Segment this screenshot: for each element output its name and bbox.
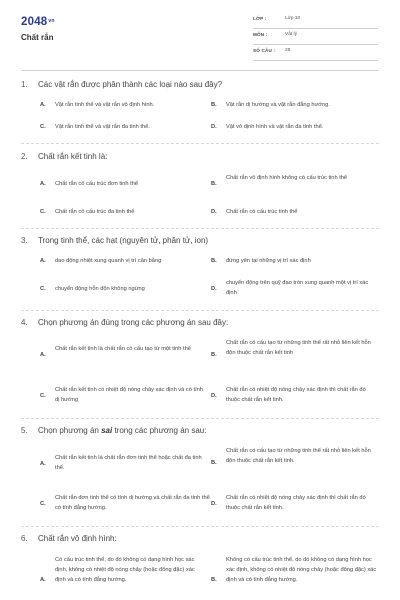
question-number: 4. — [21, 318, 28, 327]
question-text: Chọn phương án đúng trong các phương án sau đây: — [38, 318, 229, 327]
meta-count — [253, 45, 378, 61]
option-text: Chất rắn có nhiệt độ nóng chảy xác định thì chất rắn đó thuộc chất rắn kết tinh. — [226, 495, 366, 511]
question-4-title — [21, 318, 228, 327]
question-text: trong các phương án sau: — [112, 426, 207, 435]
question-separator — [21, 310, 379, 311]
option-letter: D. — [211, 501, 217, 507]
site-logo[interactable] — [21, 16, 55, 28]
option-text: Vật rắn tinh thể và vật rắn vô định hình. — [55, 102, 155, 108]
question-5-title — [21, 426, 206, 435]
header-divider — [21, 70, 379, 71]
meta-grade — [253, 13, 378, 29]
question-number: 5. — [21, 426, 28, 435]
option-text: dao động nhiệt xung quanh vị trí cân bằng — [55, 258, 162, 264]
question-text: Chất rắn kết tinh là: — [38, 152, 108, 161]
option-letter: A. — [40, 461, 46, 467]
option-letter: B. — [211, 181, 217, 187]
meta-grade-value: Lớp 10 — [285, 16, 301, 21]
option-letter: C. — [40, 501, 46, 507]
option-text: Chất rắn vô định hình không có cấu trúc tinh thể — [226, 175, 348, 181]
question-separator — [21, 228, 379, 229]
meta-count-value: 28 — [285, 48, 291, 53]
option-letter: B. — [211, 102, 217, 108]
option-letter: A. — [40, 181, 46, 187]
option-text: Chất rắn kết tinh là chất rắn đơn tinh thể hoặc chất đa tinh thể. — [55, 455, 202, 471]
option-text: Có cấu trúc tinh thể, do đó không có dạng hình học xác định, không có nhiệt độ nóng chảy (hoặc đông đặc) xác định và có tính đẳng hướng. — [55, 557, 195, 583]
option-text: Không có cấu trúc tinh thể, do đó không có dạng hình học xác định, không có nhiệt độ nóng chảy (hoặc đông đặc) xác định và có tính đẳng hướng. — [226, 557, 377, 583]
option-text: đứng yên tại những vị trí xác định — [226, 258, 311, 264]
question-number: 1. — [21, 80, 28, 89]
option-letter: B. — [211, 258, 217, 264]
logo-text: 2048 — [21, 16, 48, 28]
option-letter: D. — [211, 286, 217, 292]
option-letter: D. — [211, 124, 217, 130]
page-header — [0, 0, 400, 66]
option-letter: B. — [211, 577, 217, 583]
option-letter: C. — [40, 209, 46, 215]
question-6-title — [21, 534, 117, 543]
option-text: Vật vô định hình và vật rắn đa tinh thể. — [226, 124, 324, 130]
question-number: 2. — [21, 152, 28, 161]
question-separator — [21, 418, 379, 419]
option-letter: A. — [40, 102, 46, 108]
option-text: Chất rắn có cấu tạo từ những tinh thể rất nhỏ liên kết hỗn độn thuộc chất rắn kết tinh — [226, 340, 371, 356]
meta-subject-value: Vật lý — [285, 32, 297, 37]
option-letter: B. — [211, 460, 217, 466]
question-separator — [21, 526, 379, 527]
option-text: Chất rắn có nhiệt độ nóng chảy xác định thì chất rắn đó thuộc chất rắn kết tinh. — [226, 387, 366, 403]
option-text: Chất rắn kết tinh là chất rắn có cấu tạo từ một tinh thể — [55, 346, 191, 352]
option-letter: B. — [211, 352, 217, 358]
option-letter: A. — [40, 352, 46, 358]
option-text: Vật rắn dị hướng và vật rắn đẳng hướng. — [226, 102, 330, 108]
question-text: Chọn phương án — [38, 426, 102, 435]
option-text: Chất rắn có cấu trúc đơn tinh thể — [55, 181, 139, 187]
question-number: 6. — [21, 534, 28, 543]
meta-grade-label: LỚP : — [253, 16, 267, 21]
question-number: 3. — [21, 236, 28, 245]
page-title: Chất rắn — [21, 33, 54, 42]
meta-subject-label: MÔN : — [253, 32, 268, 37]
option-text: Chất rắn kết tinh có nhiệt độ nóng chảy xác định và có tính dị hướng — [55, 387, 203, 403]
question-1-title — [21, 80, 222, 89]
option-letter: C. — [40, 124, 46, 130]
option-letter: D. — [211, 393, 217, 399]
logo-suffix: vn — [48, 18, 55, 24]
question-emphasis: sai — [101, 426, 113, 435]
option-text: chuyển động trên quỹ đạo tròn xung quanh một vị trí xác định — [226, 280, 369, 296]
meta-subject — [253, 29, 378, 45]
option-letter: C. — [40, 393, 46, 399]
question-separator — [21, 143, 379, 144]
option-letter: C. — [40, 286, 46, 292]
option-letter: A. — [40, 577, 46, 583]
option-text: Chất rắn có cấu trúc đa tinh thể — [55, 209, 135, 215]
question-text: Trong tinh thể, các hạt (nguyên tử, phân tử, ion) — [38, 236, 209, 245]
meta-count-label: SỐ CÂU : — [253, 48, 276, 53]
option-text: Vật rắn tinh thể và vật rắn đa tinh thể. — [55, 124, 150, 130]
option-text: Chất rắn có cấu tạo từ những tinh thể rất nhỏ liên kết hỗn độn thuộc chất rắn kết tinh. — [226, 448, 371, 464]
question-text: Chất rắn vô định hình: — [38, 534, 117, 543]
option-letter: D. — [211, 209, 217, 215]
option-letter: A. — [40, 258, 46, 264]
question-2-title — [21, 152, 107, 161]
option-text: Chất rắn đơn tinh thể có tính dị hướng và chất rắn đa tinh thể có tính đẳng hướng. — [55, 495, 210, 511]
option-text: chuyển động hỗn độn không ngừng — [55, 286, 145, 292]
question-3-title — [21, 236, 208, 245]
option-text: Chất rắn có cấu trúc tinh thể — [226, 209, 298, 215]
question-text: Các vật rắn được phân thành các loại nào sau đây? — [38, 80, 223, 89]
